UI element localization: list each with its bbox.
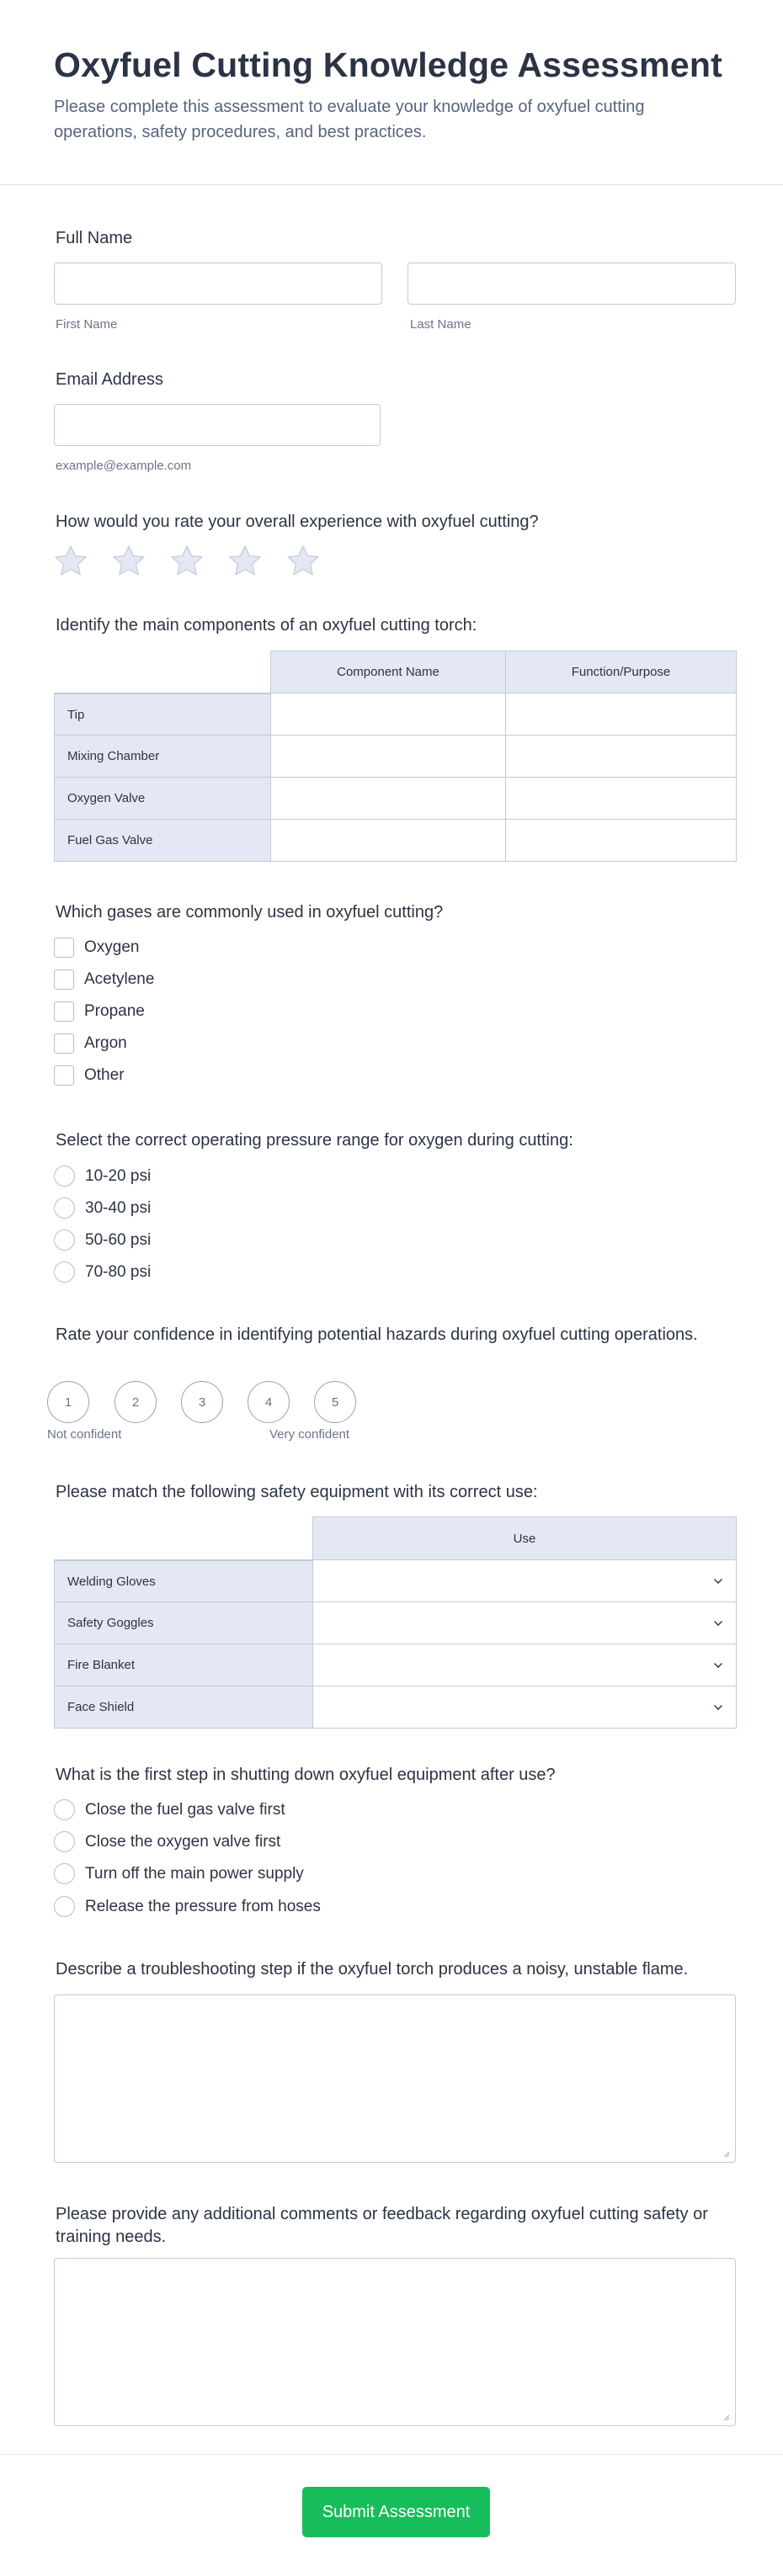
grid-input-cell[interactable] bbox=[271, 693, 506, 736]
scale-high-label: Very confident bbox=[269, 1427, 350, 1442]
checkbox-option[interactable] bbox=[54, 1001, 145, 1022]
star-rating[interactable] bbox=[52, 543, 343, 580]
radio-button[interactable] bbox=[54, 1198, 75, 1219]
radio-button[interactable] bbox=[54, 1166, 75, 1187]
comments-question: Please provide any additional comments or feedback regarding oxyfuel cutting safety or training needs. bbox=[56, 2205, 708, 2246]
option-label: 70-80 psi bbox=[85, 1262, 152, 1281]
option-label: 10-20 psi bbox=[85, 1166, 152, 1185]
last-name-sublabel: Last Name bbox=[410, 317, 471, 332]
resize-handle-icon[interactable] bbox=[722, 2413, 730, 2421]
option-label: Other bbox=[84, 1066, 125, 1084]
star-icon[interactable] bbox=[52, 543, 89, 580]
grid-input-cell[interactable] bbox=[271, 736, 506, 778]
grid-input-cell[interactable] bbox=[271, 820, 506, 862]
checkbox-option[interactable] bbox=[54, 1033, 127, 1054]
radio-option[interactable] bbox=[54, 1166, 151, 1187]
grid-input-cell[interactable] bbox=[506, 736, 737, 778]
scale-option-4[interactable]: 4 bbox=[248, 1381, 290, 1423]
use-dropdown[interactable] bbox=[313, 1560, 737, 1602]
option-label: 30-40 psi bbox=[85, 1198, 152, 1217]
row-label: Face Shield bbox=[54, 1686, 313, 1729]
page-title: Oxyfuel Cutting Knowledge Assessment bbox=[54, 45, 722, 84]
equipment-grid bbox=[54, 1516, 737, 1729]
checkbox-option[interactable] bbox=[54, 1065, 125, 1086]
last-name-input[interactable] bbox=[407, 263, 736, 305]
radio-button[interactable] bbox=[54, 1831, 75, 1852]
scale-option-5[interactable]: 5 bbox=[314, 1381, 356, 1423]
page-subtitle: Please complete this assessment to evaluate your knowledge of oxyfuel cutting operations, safety procedures, and best practices. bbox=[54, 98, 645, 141]
scale-option-1[interactable]: 1 bbox=[47, 1381, 89, 1423]
chevron-down-icon bbox=[714, 1617, 722, 1626]
checkbox[interactable] bbox=[54, 1033, 74, 1054]
chevron-down-icon bbox=[714, 1660, 722, 1668]
option-label: Acetylene bbox=[84, 970, 155, 988]
checkbox[interactable] bbox=[54, 1065, 74, 1086]
radio-option[interactable] bbox=[54, 1261, 151, 1283]
full-name-label: Full Name bbox=[56, 229, 133, 247]
checkbox-option[interactable] bbox=[54, 969, 154, 990]
star-icon[interactable] bbox=[110, 543, 147, 580]
experience-question: How would you rate your overall experience with oxyfuel cutting? bbox=[56, 513, 539, 531]
radio-option[interactable] bbox=[54, 1863, 304, 1884]
chevron-down-icon bbox=[714, 1702, 722, 1710]
email-label: Email Address bbox=[56, 370, 163, 389]
comments-textarea[interactable] bbox=[54, 2258, 736, 2426]
grid-input-cell[interactable] bbox=[506, 778, 737, 820]
first-name-input[interactable] bbox=[54, 263, 382, 305]
grid-input-cell[interactable] bbox=[506, 693, 737, 736]
checkbox[interactable] bbox=[54, 1001, 74, 1022]
radio-button[interactable] bbox=[54, 1799, 75, 1820]
first-name-sublabel: First Name bbox=[56, 317, 118, 332]
checkbox-option[interactable] bbox=[54, 937, 139, 958]
column-header: Use bbox=[313, 1516, 737, 1560]
troubleshoot-question: Describe a troubleshooting step if the oxyfuel torch produces a noisy, unstable flame. bbox=[56, 1960, 689, 1978]
submit-button[interactable]: Submit Assessment bbox=[302, 2487, 490, 2537]
row-label: Fire Blanket bbox=[54, 1644, 313, 1686]
grid-input-cell[interactable] bbox=[271, 778, 506, 820]
pressure-question: Select the correct operating pressure range for oxygen during cutting: bbox=[56, 1131, 573, 1150]
grid-input-cell[interactable] bbox=[506, 820, 737, 862]
use-dropdown[interactable] bbox=[313, 1602, 737, 1644]
row-label: Welding Gloves bbox=[54, 1560, 313, 1602]
chevron-down-icon bbox=[714, 1575, 722, 1584]
row-label: Safety Goggles bbox=[54, 1602, 313, 1644]
row-label: Fuel Gas Valve bbox=[54, 820, 271, 862]
radio-button[interactable] bbox=[54, 1261, 75, 1283]
resize-handle-icon[interactable] bbox=[722, 2149, 730, 2158]
checkbox[interactable] bbox=[54, 969, 74, 990]
row-label: Tip bbox=[54, 693, 271, 736]
scale-option-3[interactable]: 3 bbox=[181, 1381, 223, 1423]
option-label: Turn off the main power supply bbox=[85, 1864, 304, 1883]
option-label: Close the oxygen valve first bbox=[85, 1832, 281, 1851]
form-header bbox=[0, 0, 783, 185]
shutdown-question: What is the first step in shutting down oxyfuel equipment after use? bbox=[56, 1766, 556, 1784]
components-question: Identify the main components of an oxyfuel cutting torch: bbox=[56, 616, 477, 635]
troubleshoot-textarea[interactable] bbox=[54, 1994, 736, 2163]
equipment-question: Please match the following safety equipment with its correct use: bbox=[56, 1483, 538, 1501]
star-icon[interactable] bbox=[226, 543, 264, 580]
option-label: Oxygen bbox=[84, 938, 140, 956]
option-label: Close the fuel gas valve first bbox=[85, 1800, 285, 1819]
option-label: Release the pressure from hoses bbox=[85, 1897, 321, 1915]
checkbox[interactable] bbox=[54, 937, 74, 958]
row-label: Oxygen Valve bbox=[54, 778, 271, 820]
column-header: Component Name bbox=[271, 651, 506, 693]
radio-option[interactable] bbox=[54, 1896, 321, 1917]
email-input[interactable] bbox=[54, 404, 381, 446]
use-dropdown[interactable] bbox=[313, 1686, 737, 1729]
components-grid bbox=[54, 651, 737, 862]
radio-button[interactable] bbox=[54, 1230, 75, 1251]
option-label: 50-60 psi bbox=[85, 1230, 152, 1249]
grid-corner bbox=[54, 651, 271, 693]
star-icon[interactable] bbox=[285, 543, 322, 580]
option-label: Propane bbox=[84, 1002, 145, 1020]
row-label: Mixing Chamber bbox=[54, 736, 271, 778]
radio-button[interactable] bbox=[54, 1863, 75, 1884]
column-header: Function/Purpose bbox=[506, 651, 737, 693]
grid-corner bbox=[54, 1516, 313, 1560]
confidence-question: Rate your confidence in identifying potential hazards during oxyfuel cutting operations. bbox=[56, 1325, 698, 1344]
email-sublabel: example@example.com bbox=[56, 459, 192, 473]
radio-option[interactable] bbox=[54, 1831, 280, 1852]
scale-option-2[interactable]: 2 bbox=[115, 1381, 157, 1423]
use-dropdown[interactable] bbox=[313, 1644, 737, 1686]
radio-button[interactable] bbox=[54, 1896, 75, 1917]
radio-option[interactable] bbox=[54, 1230, 151, 1251]
star-icon[interactable] bbox=[168, 543, 205, 580]
radio-option[interactable] bbox=[54, 1799, 285, 1820]
option-label: Argon bbox=[84, 1034, 127, 1052]
gases-question: Which gases are commonly used in oxyfuel cutting? bbox=[56, 903, 444, 922]
radio-option[interactable] bbox=[54, 1198, 151, 1219]
scale-low-label: Not confident bbox=[47, 1427, 122, 1442]
